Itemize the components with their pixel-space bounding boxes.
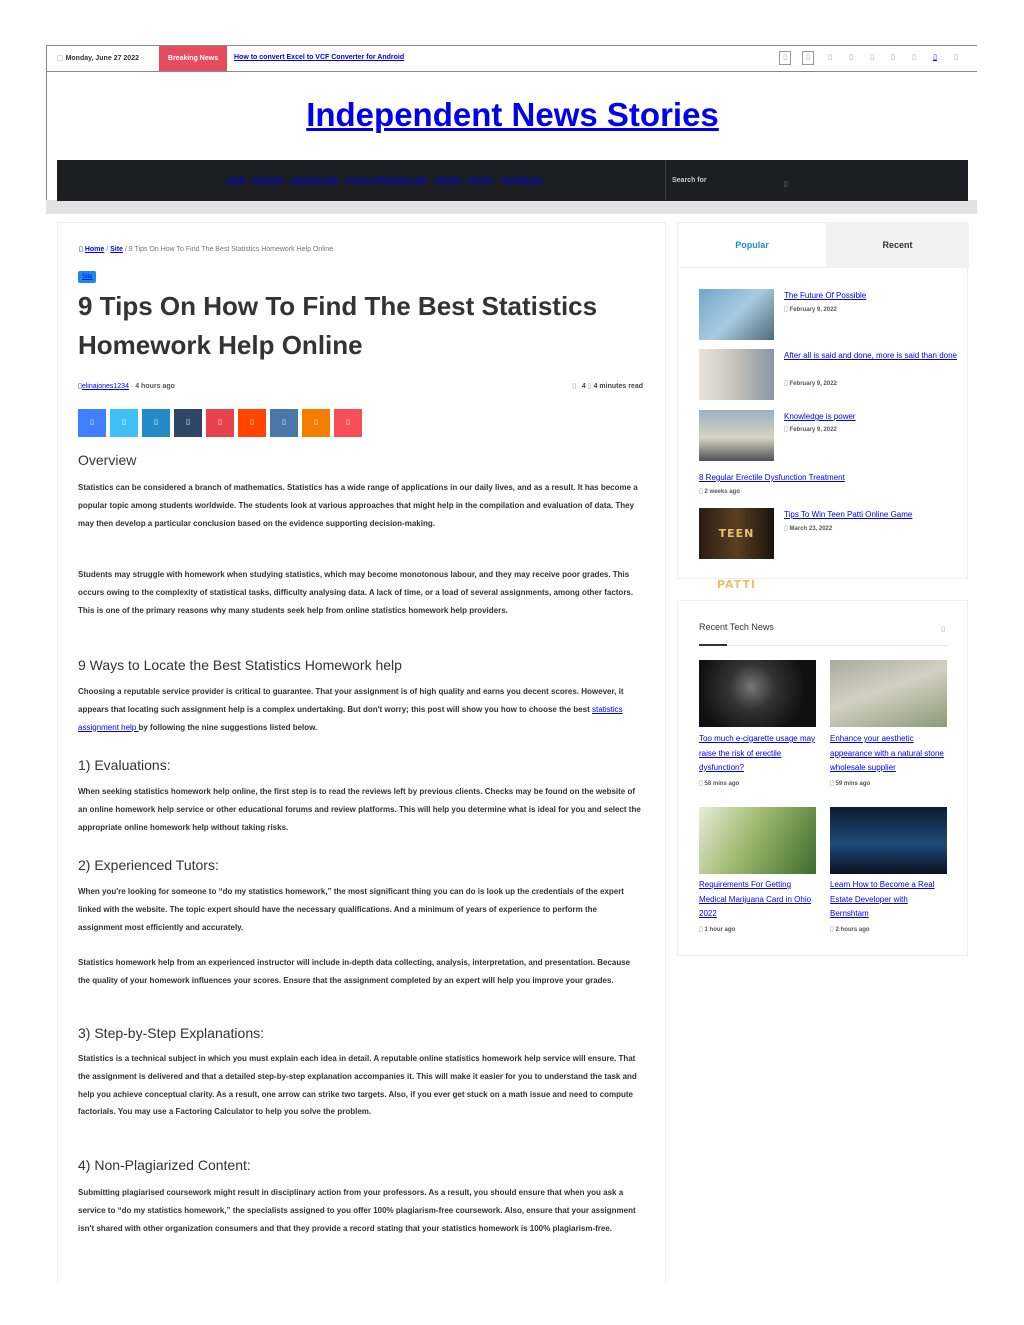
nav-item-fashion[interactable]: FASHION bbox=[434, 177, 461, 183]
breadcrumb-separator: / bbox=[104, 246, 111, 253]
widget-title: Recent Tech News bbox=[699, 622, 774, 632]
paragraph-4: When seeking statistics homework help online, the first step is to read the reviews left by previous clients. Checks may be found on the website of an online homework help service or other educational forums and review platforms. This will help you determine what is ideal for you and select the appropriate online homework help without taking risks. bbox=[78, 787, 641, 832]
popular-date: ▯ 2 weeks ago bbox=[699, 487, 740, 495]
nav-item-architecture[interactable]: ARCHITECTURE bbox=[291, 177, 339, 183]
clock-icon: ▯ bbox=[784, 379, 788, 387]
nav-menu bbox=[227, 177, 543, 183]
tech-post-title[interactable]: Enhance your aesthetic appearance with a natural stone wholesale supplier bbox=[830, 734, 944, 772]
sidebar-icon[interactable]: ▯ bbox=[933, 54, 937, 61]
popular-title[interactable]: After all is said and done, more is said than done bbox=[784, 351, 957, 360]
steps-heading: 3) Step-by-Step Explanations: bbox=[78, 1025, 264, 1041]
clock-icon: ▯ bbox=[830, 925, 834, 933]
paragraph-5: When you're looking for someone to “do my statistics homework,” the most significant thing you can do is look up the credentials of the expert linked with the website. The topic expert should have the necessary qualifications. And a minimum of years of experience to perform the assignment most efficiently and accurately. bbox=[78, 887, 624, 932]
nav-search-input[interactable]: Search for bbox=[672, 177, 707, 184]
breadcrumb-separator: / bbox=[122, 246, 129, 253]
popular-date: ▯ February 9, 2022 bbox=[784, 305, 837, 313]
nav-item-business[interactable]: BUSINESS bbox=[253, 177, 284, 183]
calendar-icon: ▢ bbox=[57, 54, 64, 62]
read-time: 4 minutes read bbox=[593, 383, 643, 390]
paragraph-1: Statistics can be considered a branch of mathematics. Statistics has a wide range of applications in our daily lives, and as a result. It has become a popular topic among students worldwide. The students look at various approaches that might help in the compilation and evaluation of data. They may then develop a particular conclusion based on the evidence supporting decision-making. bbox=[78, 483, 638, 528]
clock-icon: ▯ bbox=[587, 382, 592, 390]
clock-icon: ▯ bbox=[699, 487, 703, 495]
pinterest-icon[interactable]: ▯ bbox=[828, 54, 832, 61]
paragraph-8: Submitting plagiarised coursework might result in disciplinary action from your professors. As a result, you should ensure that when you ask a service to “do my statistics homework,” the specialists assigned to you offer 100% plagiarism-free coursework. Also, ensure that your assignment isn't shared with other organization consumers and that they provide a record stating that your statistics homework is 100% plagiarism-free. bbox=[78, 1188, 636, 1233]
search-icon[interactable]: ▯ bbox=[954, 54, 958, 61]
widget-divider bbox=[699, 645, 949, 646]
share-tumblr-icon[interactable]: ▯ bbox=[174, 409, 202, 437]
header-divider bbox=[46, 200, 977, 214]
post-title: 9 Tips On How To Find The Best Statistics Homework Help Online bbox=[78, 291, 598, 360]
youtube-icon[interactable]: ▯ bbox=[891, 54, 895, 61]
article bbox=[57, 222, 666, 1282]
share-odnoklassniki-icon[interactable]: ▯ bbox=[302, 409, 330, 437]
share-buttons bbox=[78, 409, 362, 437]
tech-post-time: ▯ 58 mins ago bbox=[699, 779, 740, 787]
tech-post-time: ▯ 2 hours ago bbox=[830, 925, 870, 933]
facebook-icon[interactable]: ▯ bbox=[779, 51, 791, 65]
category-badge bbox=[78, 271, 96, 283]
clock-icon: ▯ bbox=[699, 925, 703, 933]
share-facebook-icon[interactable]: ▯ bbox=[78, 409, 106, 437]
tech-post-title[interactable]: Requirements For Getting Medical Marijuana Card in Ohio 2022 bbox=[699, 880, 812, 918]
statistics-assignment-help-link[interactable]: statistics assignment help bbox=[78, 704, 623, 732]
paragraph-7: Statistics is a technical subject in which you must explain each idea in detail. A reputable online statistics homework help service will ensure. That the assignment is delivered and that a detailed step-by-step explanation accompanies it. This will make it easier for you to understand the task and help you achieve conceptual clarity. As a result, one arrow can strike two targets. Also, if you ever get stuck on a math issue and need to compute factorials. You may use a Factoring Calculator to help you solve the problem. bbox=[78, 1054, 637, 1117]
clock-icon: ▯ bbox=[784, 524, 788, 532]
tab-popular[interactable]: Popular bbox=[678, 223, 826, 268]
tab-recent[interactable]: Recent bbox=[826, 223, 969, 268]
popular-date: ▯ March 23, 2022 bbox=[784, 524, 833, 532]
plagiarism-heading: 4) Non-Plagiarized Content: bbox=[78, 1157, 251, 1173]
post-thumbnail[interactable] bbox=[699, 349, 774, 400]
tech-post-title[interactable]: Too much e-cigarette usage may raise the risk of erectile dysfunction? bbox=[699, 734, 816, 772]
post-meta-right bbox=[572, 382, 643, 390]
comments-icon: ▯ bbox=[572, 382, 577, 390]
nav-item-sports[interactable]: SPORTS bbox=[468, 177, 494, 183]
post-thumbnail[interactable] bbox=[699, 289, 774, 340]
breaking-news-link[interactable]: How to convert Excel to VCF Converter for Android bbox=[234, 54, 405, 61]
post-thumbnail[interactable] bbox=[830, 660, 947, 727]
popular-date: ▯ February 9, 2022 bbox=[784, 379, 837, 387]
share-pinterest-icon[interactable]: ▯ bbox=[206, 409, 234, 437]
paragraph-2: Students may struggle with homework when studying statistics, which may become monotonous labour, and they may receive poor grades. This occurs owing to the complexity of statistical tasks, difficulty analysing data. A lack of time, or a load of several assignments, among other factors. This is one of the primary reasons why many students seek help from online statistics homework help providers. bbox=[78, 570, 634, 615]
user-icon: ▯ bbox=[78, 382, 82, 390]
ways-heading: 9 Ways to Locate the Best Statistics Homework help bbox=[78, 657, 402, 673]
instagram-icon[interactable]: ▯ bbox=[870, 54, 874, 61]
tech-post-time: ▯ 59 mins ago bbox=[830, 779, 871, 787]
share-twitter-icon[interactable]: ▯ bbox=[110, 409, 138, 437]
post-thumbnail[interactable] bbox=[699, 410, 774, 461]
recent-tech-widget bbox=[677, 600, 968, 956]
clock-icon: ▯ bbox=[784, 305, 788, 313]
tech-post-title[interactable]: Learn How to Become a Real Estate Developer with Bernshtam bbox=[830, 880, 935, 918]
evaluations-heading: 1) Evaluations: bbox=[78, 757, 171, 773]
breadcrumb-home[interactable]: Home bbox=[84, 246, 105, 253]
share-linkedin-icon[interactable]: ▯ bbox=[142, 409, 170, 437]
author-link[interactable]: elinajones1234 bbox=[81, 383, 129, 390]
search-icon[interactable]: ▯ bbox=[784, 181, 788, 188]
overview-heading: Overview bbox=[78, 452, 137, 468]
breadcrumb-site[interactable]: Site bbox=[110, 246, 123, 253]
post-thumbnail[interactable] bbox=[699, 807, 816, 874]
tutors-heading: 2) Experienced Tutors: bbox=[78, 857, 219, 873]
social-icons bbox=[779, 52, 961, 65]
paragraph-3: Choosing a reputable service provider is critical to guarantee. That your assignment is of high quality and earns you decent scores. However, it appears that locating such assignment help is a complex undertaking. But don't worry; this post will show you how to choose the best statistics assignment help by following the nine suggestions listed below. bbox=[78, 687, 624, 732]
nav-divider bbox=[665, 160, 666, 201]
post-time: 4 hours ago bbox=[135, 383, 175, 390]
top-bar bbox=[46, 45, 977, 72]
nav-item-home[interactable]: HOME bbox=[227, 177, 245, 183]
home-icon: ▯ bbox=[79, 245, 83, 253]
breaking-news-label: Breaking News bbox=[159, 46, 227, 71]
post-meta: ▯elinajones1234 · 4 hours ago bbox=[78, 382, 175, 390]
comment-count[interactable]: 4 bbox=[581, 383, 586, 390]
widget-divider-accent bbox=[699, 644, 727, 646]
rss-icon[interactable]: ▯ bbox=[912, 54, 916, 61]
clock-icon: ▯ bbox=[784, 425, 788, 433]
linkedin-icon[interactable]: ▯ bbox=[849, 54, 853, 61]
share-vk-icon[interactable]: ▯ bbox=[270, 409, 298, 437]
post-thumbnail[interactable] bbox=[830, 807, 947, 874]
nav-item-digital-marketing[interactable]: DIGITAL MARKETING & SEO bbox=[346, 177, 427, 183]
thumbnail-text: TEEN PATTI bbox=[716, 527, 757, 591]
popular-recent-widget bbox=[677, 222, 968, 591]
date-display: ▢ Monday, June 27 2022 bbox=[57, 54, 139, 62]
post-thumbnail[interactable] bbox=[699, 508, 774, 591]
nav-item-technology[interactable]: TECHNOLOGY bbox=[501, 177, 544, 183]
more-icon[interactable]: ▯ bbox=[941, 625, 945, 633]
popular-title[interactable]: The Future Of Possible bbox=[784, 291, 867, 300]
category-link[interactable]: Site bbox=[82, 274, 93, 280]
site-title[interactable]: Independent News Stories bbox=[306, 96, 719, 133]
share-pocket-icon[interactable]: ▯ bbox=[334, 409, 362, 437]
paragraph-6: Statistics homework help from an experienced instructor will include in-depth data collecting, analysis, interpretation, and presentation. Because the quality of your homework influences your scores. Ensure that the assignment completed by an expert will help you improve your grades. bbox=[78, 958, 631, 985]
post-thumbnail[interactable] bbox=[699, 660, 816, 727]
share-reddit-icon[interactable]: ▯ bbox=[238, 409, 266, 437]
popular-title[interactable]: Knowledge is power bbox=[784, 412, 856, 421]
breadcrumb-current: 9 Tips On How To Find The Best Statistics Homework Help Online bbox=[128, 246, 334, 253]
clock-icon: ▯ bbox=[830, 779, 834, 787]
popular-date: ▯ February 9, 2022 bbox=[784, 425, 837, 433]
tech-post-time: ▯ 1 hour ago bbox=[699, 925, 736, 933]
breadcrumb bbox=[79, 245, 333, 253]
main-navigation bbox=[57, 160, 968, 201]
popular-title[interactable]: 8 Regular Erectile Dysfunction Treatment bbox=[699, 473, 845, 482]
twitter-icon[interactable]: ▯ bbox=[802, 51, 814, 65]
clock-icon: ▯ bbox=[699, 779, 703, 787]
popular-title[interactable]: Tips To Win Teen Patti Online Game bbox=[784, 510, 913, 519]
